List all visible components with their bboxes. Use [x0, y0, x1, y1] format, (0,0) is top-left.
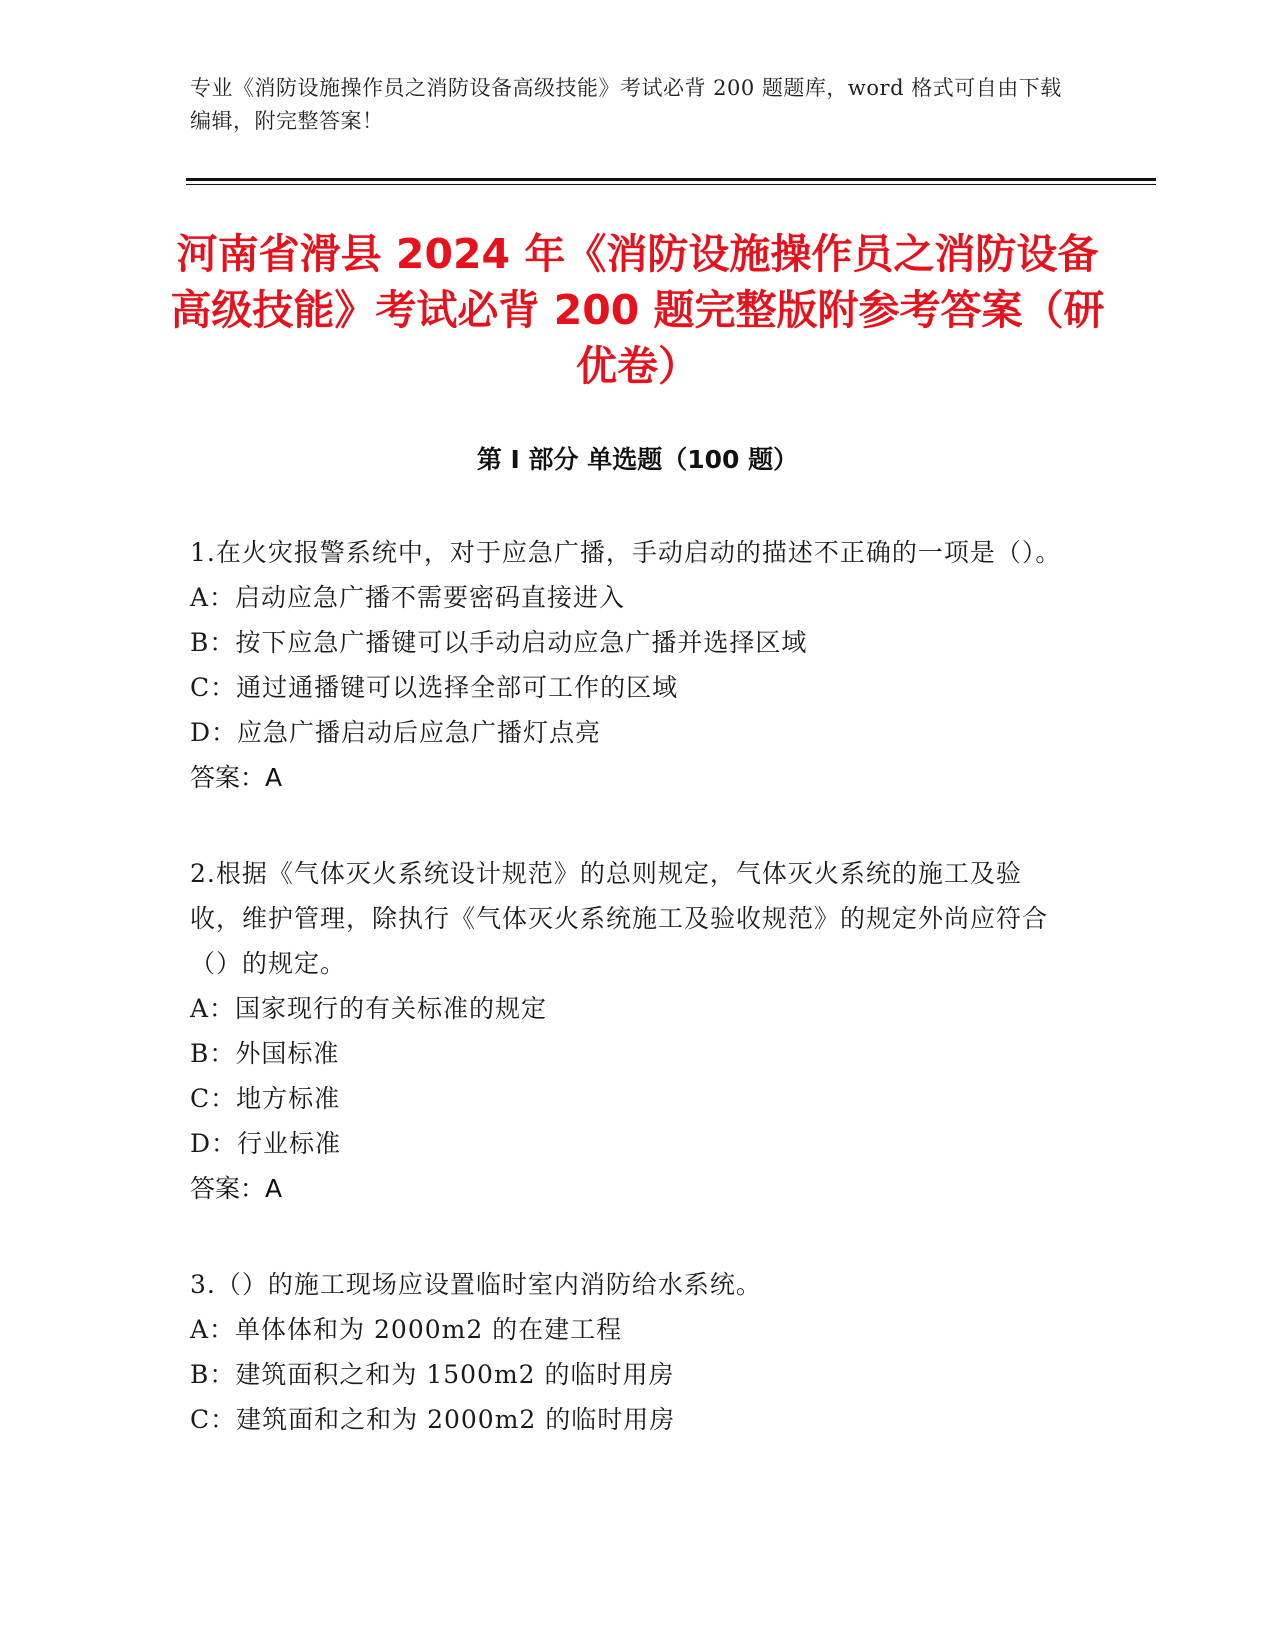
document-title: 河南省滑县 2024 年《消防设施操作员之消防设备高级技能》考试必背 200 题完整版附参考答案（研优卷） [170, 230, 1105, 390]
question-2 [190, 851, 1070, 1212]
question-1 [190, 530, 1070, 801]
header-divider-thin [186, 184, 1156, 185]
question-3 [190, 1262, 1070, 1442]
question-stem: 2.根据《气体灭火系统设计规范》的总则规定，气体灭火系统的施工及验收，维护管理，除执行《气体灭火系统施工及验收规范》的规定外尚应符合（）的规定。 [190, 859, 1049, 978]
option-d: D：应急广播启动后应急广播灯点亮 [190, 718, 602, 747]
header-divider-thick [186, 178, 1156, 181]
question-stem: 1.在火灾报警系统中，对于应急广播，手动启动的描述不正确的一项是（）。 [190, 538, 1062, 567]
option-a: A：启动应急广播不需要密码直接进入 [190, 583, 626, 612]
option-d: D：行业标准 [190, 1129, 342, 1158]
section-heading: 第 I 部分 单选题（100 题） [476, 445, 799, 474]
option-b: B：按下应急广播键可以手动启动应急广播并选择区域 [190, 628, 808, 657]
answer-line: 答案：A [190, 763, 283, 792]
option-c: C：地方标准 [190, 1084, 341, 1113]
option-a: A：单体体和为 2000m2 的在建工程 [190, 1315, 623, 1344]
option-b: B：外国标准 [190, 1039, 340, 1068]
option-c: C：通过通播键可以选择全部可工作的区域 [190, 673, 679, 702]
option-a: A：国家现行的有关标准的规定 [190, 994, 548, 1023]
header-note: 专业《消防设施操作员之消防设备高级技能》考试必背 200 题题库，word 格式可自由下载编辑，附完整答案！ [190, 76, 1062, 133]
question-stem: 3.（）的施工现场应设置临时室内消防给水系统。 [190, 1270, 762, 1299]
option-c: C：建筑面和之和为 2000m2 的临时用房 [190, 1405, 676, 1434]
option-b: B：建筑面积之和为 1500m2 的临时用房 [190, 1360, 675, 1389]
answer-line: 答案：A [190, 1174, 283, 1203]
question-list [190, 530, 1070, 1492]
